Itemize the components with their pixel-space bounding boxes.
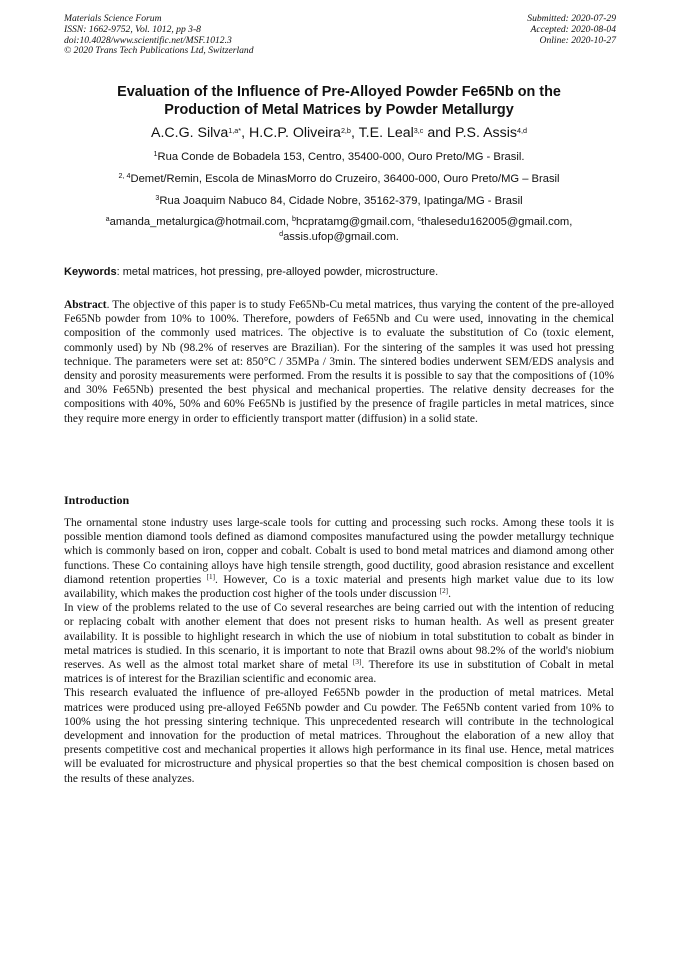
paragraph: This research evaluated the influence of pre-alloyed Fe65Nb powder in the production of metal matrices. Metal matrices were produced using pre-alloyed Fe65Nb powder and Cu powder. The Fe65Nb content varied from 10% to 100% using the hot pressing sintering technique. This unprecedented research will contribute in the technological development and innovation for the production of metal matrices. Throughout the elaboration of a new alloy that presents competitive cost and mechanical properties it allows high performance in its final use. Hence, metal matrices will be evaluated for microstructure and physical properties so that the best chemical composition is chosen based on the results of these analyzes. <box>64 687 614 785</box>
citation[interactable]: [3] <box>352 658 362 667</box>
affiliation-text: Demet/Remin, Escola de MinasMorro do Cruzeiro, 36400-000, Ouro Preto/MG – Brasil <box>130 173 560 185</box>
keywords-text: : metal matrices, hot pressing, pre-alloyed powder, microstructure. <box>116 266 439 278</box>
author-name: A.C.G. Silva <box>151 125 229 141</box>
journal-info <box>64 14 254 57</box>
author-name: H.C.P. Oliveira <box>248 125 341 141</box>
email-mark: c <box>417 214 422 223</box>
email-link[interactable]: assis.ufop@gmail.com. <box>283 231 399 243</box>
author-emails <box>40 215 638 245</box>
paragraph-text: . Therefore its use in substitution of Cobalt in metal matrices is of interest for the Brazilian scientific and economic area. <box>64 659 614 686</box>
copyright-line: © 2020 Trans Tech Publications Ltd, Switzerland <box>64 45 254 57</box>
affiliation-3 <box>40 194 638 208</box>
accepted-date: Accepted: 2020-08-04 <box>530 23 616 35</box>
affiliation-text: Rua Joaquim Nabuco 84, Cidade Nobre, 35162-379, Ipatinga/MG - Brasil <box>159 195 523 207</box>
doi-line: doi:10.4028/www.scientific.net/MSF.1012.3 <box>64 34 232 46</box>
title-line-2: Production of Metal Matrices by Powder Metallurgy <box>164 102 514 118</box>
paragraph <box>64 516 614 601</box>
affiliation-mark: 1 <box>153 149 158 158</box>
paragraph <box>64 601 614 686</box>
publication-dates <box>527 14 616 46</box>
paragraph-text: In view of the problems related to the use of Co several researches are being carried out with the intention of reducing or replacing cobalt with another element that does not present risks to human health. As well as present greater availability. It is possible to highlight research in which the use of niobium in total substitution to cobalt as binder in metal matrices is studied. In this scenario, it is important to note that Brazil owns about 98.2% of the world's niobium reserves. As well as the almost total market share of metal <box>64 602 614 672</box>
keywords-label: Keywords <box>64 266 117 278</box>
paragraph-text: The ornamental stone industry uses large-scale tools for cutting and processing such rocks. Among these tools it is possible mention diamond tools defined as diamond composites manufactured using the powder metallurgy technique which is commonly based on iron, copper and cobalt. Cobalt is used to bond metal matrices and diamond among other functions. These Co containing alloys have high tensile strength, good ductility, good abrasion resistance and excellent diamond retention properties <box>64 517 614 586</box>
issn-line: ISSN: 1662-9752, Vol. 1012, pp 3-8 <box>64 23 201 35</box>
author-affiliation-mark: 3,c <box>413 126 424 135</box>
email-link[interactable]: amanda_metalurgica@hotmail.com, <box>109 216 293 228</box>
email-link[interactable]: hcpratamg@gmail.com, <box>296 216 418 228</box>
email-mark: a <box>105 214 110 223</box>
abstract-text: . The objective of this paper is to study Fe65Nb-Cu metal matrices, thus varying the content of the pre-alloyed Fe65Nb powder from 10% to 100%. Therefore, powders of Fe65Nb and Cu were used, innovating in the chemical composition of the commonly used matrices. The objective is to evaluate the substitution of Co (toxic element, commonly used) by Nb (98.2% of reserves are Brazilian). For the sintering of the samples it was used hot pressing technique. The parameters were set at: 850°C / 35MPa / 3min. The sintered bodies underwent SEM/EDS analysis and density and porosity measurements were performed. From the results it is possible to say that the compositions of (10% and 30% Fe65Nb) presented the best physical and mechanical properties. The relative density decreases for the compositions with 40%, 50% and 60% Fe65Nb is justified by the presence of fragile particles in metal matrices, since they require more energy in order to efficiently transport matter (diffusion) in a solid state. <box>64 299 614 425</box>
abstract <box>64 298 614 426</box>
submitted-date: Submitted: 2020-07-29 <box>527 13 616 24</box>
introduction-body <box>64 516 614 786</box>
author-affiliation-mark: 2,b <box>340 126 351 135</box>
author-affiliation-mark: 1,a* <box>228 126 242 135</box>
affiliation-2 <box>40 172 638 186</box>
author-name: P.S. Assis <box>454 125 517 141</box>
affiliation-mark: 2, 4 <box>118 171 131 180</box>
online-date: Online: 2020-10-27 <box>539 34 616 46</box>
keywords <box>64 265 624 279</box>
email-mark: b <box>292 214 297 223</box>
paragraph-text: . <box>448 588 451 601</box>
citation[interactable]: [1] <box>206 572 216 581</box>
author-affiliation-mark: 4,d <box>517 126 527 135</box>
author-name: T.E. Leal <box>358 125 414 141</box>
title-line-1: Evaluation of the Influence of Pre-Alloyed Powder Fe65Nb on the <box>117 84 561 100</box>
affiliation-text: Rua Conde de Bobadela 153, Centro, 35400-000, Ouro Preto/MG - Brasil. <box>157 151 525 163</box>
affiliation-1 <box>40 150 638 164</box>
email-link[interactable]: thalesedu162005@gmail.com, <box>421 216 573 228</box>
paragraph-text: . However, Co is a toxic material and presents high market value due to its low availability, which makes the production cost higher of the tools under discussion <box>64 573 614 601</box>
author-list: A.C.G. Silva$^{1,a*}$, H.C.P. Oliveira$^{2,b}$, T.E. Leal$^{3,c}$ and P.S. Assis$^{4,d}$ <box>151 125 527 141</box>
affiliation-mark: 3 <box>155 193 160 202</box>
introduction-heading: Introduction <box>64 493 130 507</box>
citation[interactable]: [2] <box>439 587 449 596</box>
paper-title <box>40 83 638 119</box>
journal-name: Materials Science Forum <box>64 13 162 24</box>
abstract-label: Abstract <box>64 299 107 311</box>
email-mark: d <box>279 229 284 238</box>
